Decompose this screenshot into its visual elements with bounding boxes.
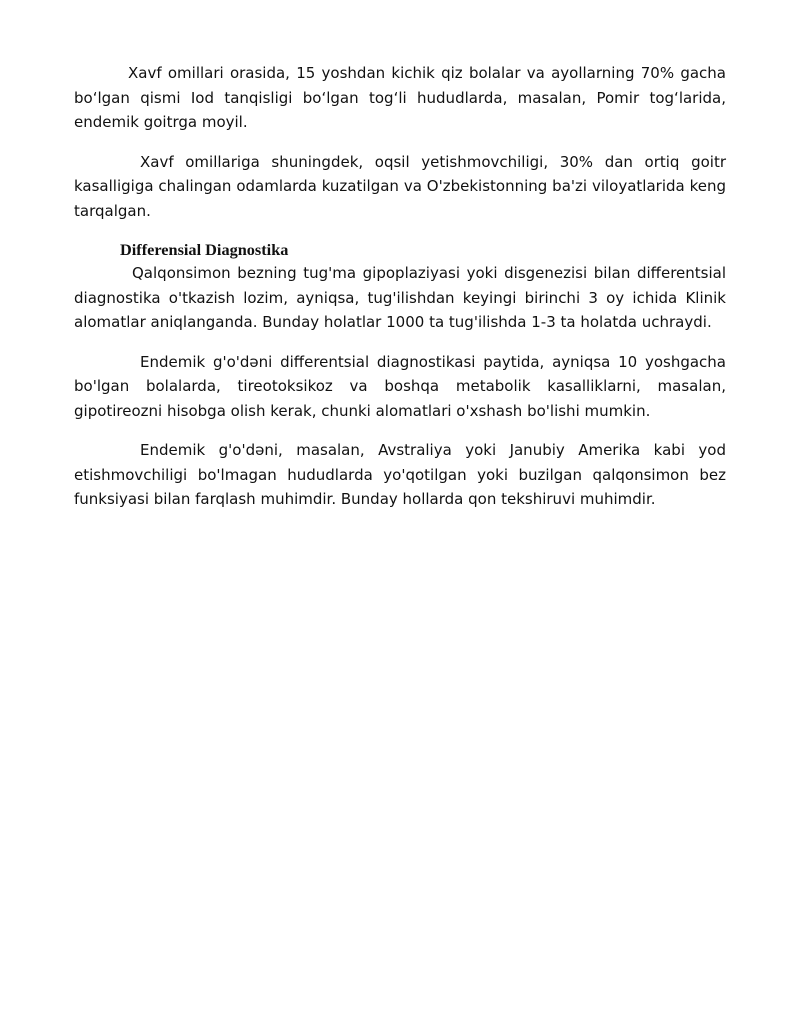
paragraph-congenital-hypoplasia: Qalqonsimon bezning tug'ma gipoplaziyasi yoki disgenezisi bilan differentsial diagnostika o'tkazish lozim, ayniqsa, tug'ilishdan keyingi birinchi 3 oy ichida Klinik alomatlar aniqlanganda. Bunday holatlar 1000 ta tug'ilishda 1-3 ta holatda uchraydi.: [74, 264, 726, 331]
document-page: [74, 61, 726, 527]
section-heading: Differensial Diagnostika: [120, 240, 289, 259]
paragraph-non-deficient-regions: Endemik g'o'dəni, masalan, Avstraliya yoki Janubiy Amerika kabi yod etishmovchiligi bo'lmagan hududlarda yo'qotilgan yoki buzilgan qalqonsimon bez funksiyasi bilan farqlash muhimdir. Bunday hollarda qon tekshiruvi muhimdir.: [74, 441, 726, 508]
paragraph-protein-deficiency: Xavf omillariga shuningdek, oqsil yetishmovchiligi, 30% dan ortiq goitr kasalligiga chalingan odamlarda kuzatilgan va O'zbekistonning ba'zi viloyatlarida keng tarqalgan.: [74, 152, 726, 220]
paragraph-risk-factors: Xavf omillari orasida, 15 yoshdan kichik qiz bolalar va ayollarning 70% gacha bo‘lgan qismi Iod tanqisligi bo‘lgan tog‘li hududlarda, masalan, Pomir tog‘larida, endemik goitrga moyil.: [74, 64, 726, 131]
paragraph-children-diagnostics: Endemik g'o'dəni differentsial diagnostikasi paytida, ayniqsa 10 yoshgacha bo'lgan bolalarda, tireotoksikoz va boshqa metabolik kasalliklarni, masalan, gipotireozni hisobga olish kerak, chunki alomatlari o'xshash bo'lishi mumkin.: [74, 352, 726, 420]
